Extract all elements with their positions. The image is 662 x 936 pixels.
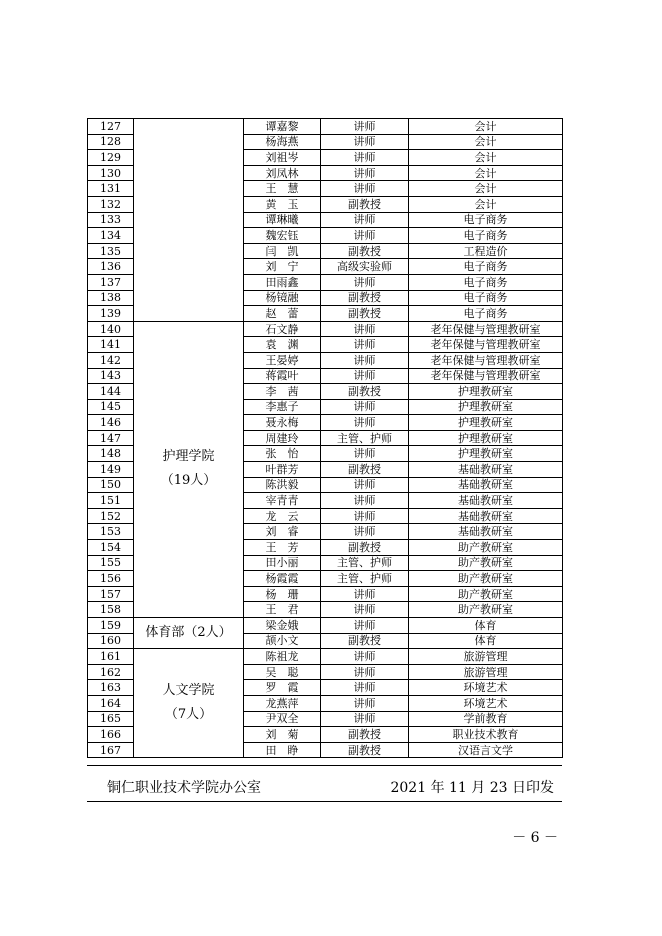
staff-field: 电子商务 <box>409 228 563 244</box>
row-number: 155 <box>88 555 134 571</box>
row-number: 150 <box>88 477 134 493</box>
staff-name: 杨镜融 <box>244 290 321 306</box>
staff-title: 讲师 <box>321 119 409 135</box>
staff-name: 杨海燕 <box>244 134 321 150</box>
row-number: 164 <box>88 695 134 711</box>
staff-title: 讲师 <box>321 446 409 462</box>
staff-title: 讲师 <box>321 524 409 540</box>
row-number: 157 <box>88 586 134 602</box>
staff-name: 陈祖龙 <box>244 649 321 665</box>
row-number: 146 <box>88 415 134 431</box>
staff-field: 护理教研室 <box>409 446 563 462</box>
row-number: 129 <box>88 150 134 166</box>
staff-field: 环境艺术 <box>409 695 563 711</box>
row-number: 140 <box>88 321 134 337</box>
staff-name: 李 茜 <box>244 384 321 400</box>
staff-name: 石文静 <box>244 321 321 337</box>
staff-table <box>87 118 563 758</box>
row-number: 166 <box>88 727 134 743</box>
staff-name: 杨 珊 <box>244 586 321 602</box>
staff-field: 会计 <box>409 181 563 197</box>
staff-field: 电子商务 <box>409 259 563 275</box>
row-number: 148 <box>88 446 134 462</box>
row-number: 163 <box>88 680 134 696</box>
staff-field: 助产教研室 <box>409 602 563 618</box>
staff-name: 颉小文 <box>244 633 321 649</box>
footer-office: 铜仁职业技术学院办公室 <box>107 780 261 796</box>
staff-title: 副教授 <box>321 540 409 556</box>
staff-title: 主管、护师 <box>321 430 409 446</box>
row-number: 138 <box>88 290 134 306</box>
staff-field: 基础教研室 <box>409 462 563 478</box>
staff-field: 旅游管理 <box>409 664 563 680</box>
staff-title: 讲师 <box>321 337 409 353</box>
table-row <box>88 649 563 665</box>
department-label: 体育部（2人） <box>145 625 232 641</box>
staff-name: 谭嘉黎 <box>244 119 321 135</box>
staff-table-body <box>88 119 563 758</box>
footer-rule-top <box>87 765 562 766</box>
staff-title: 讲师 <box>321 150 409 166</box>
staff-title: 副教授 <box>321 196 409 212</box>
row-number: 132 <box>88 196 134 212</box>
row-number: 159 <box>88 618 134 634</box>
staff-name: 杨霞霞 <box>244 571 321 587</box>
staff-field: 电子商务 <box>409 212 563 228</box>
staff-title: 讲师 <box>321 415 409 431</box>
row-number: 131 <box>88 181 134 197</box>
staff-field: 环境艺术 <box>409 680 563 696</box>
staff-field: 汉语言文学 <box>409 742 563 758</box>
footer-rule-bottom <box>87 801 562 802</box>
staff-title: 副教授 <box>321 290 409 306</box>
staff-title: 讲师 <box>321 399 409 415</box>
staff-title: 副教授 <box>321 727 409 743</box>
row-number: 135 <box>88 243 134 259</box>
staff-name: 蒋霞叶 <box>244 368 321 384</box>
staff-name: 刘凤林 <box>244 165 321 181</box>
staff-field: 电子商务 <box>409 274 563 290</box>
staff-field: 护理教研室 <box>409 399 563 415</box>
table-row <box>88 119 563 135</box>
row-number: 137 <box>88 274 134 290</box>
row-number: 136 <box>88 259 134 275</box>
staff-field: 电子商务 <box>409 290 563 306</box>
table-row <box>88 618 563 634</box>
staff-field: 会计 <box>409 134 563 150</box>
staff-name: 龙燕萍 <box>244 695 321 711</box>
row-number: 167 <box>88 742 134 758</box>
staff-name: 魏宏钰 <box>244 228 321 244</box>
row-number: 156 <box>88 571 134 587</box>
staff-title: 讲师 <box>321 477 409 493</box>
row-number: 158 <box>88 602 134 618</box>
staff-name: 龙 云 <box>244 508 321 524</box>
row-number: 133 <box>88 212 134 228</box>
department-cell <box>134 119 244 322</box>
staff-name: 罗 霞 <box>244 680 321 696</box>
staff-name: 刘 菊 <box>244 727 321 743</box>
staff-field: 助产教研室 <box>409 555 563 571</box>
staff-name: 田小丽 <box>244 555 321 571</box>
staff-name: 张 怡 <box>244 446 321 462</box>
staff-name: 王 慧 <box>244 181 321 197</box>
staff-name: 吴 聪 <box>244 664 321 680</box>
staff-name: 叶群芳 <box>244 462 321 478</box>
staff-name: 刘祖岑 <box>244 150 321 166</box>
row-number: 141 <box>88 337 134 353</box>
staff-field: 会计 <box>409 196 563 212</box>
staff-field: 工程造价 <box>409 243 563 259</box>
staff-field: 护理教研室 <box>409 415 563 431</box>
staff-name: 聂永梅 <box>244 415 321 431</box>
staff-title: 讲师 <box>321 368 409 384</box>
row-number: 127 <box>88 119 134 135</box>
staff-field: 职业技术教育 <box>409 727 563 743</box>
staff-field: 护理教研室 <box>409 384 563 400</box>
staff-field: 旅游管理 <box>409 649 563 665</box>
staff-title: 讲师 <box>321 586 409 602</box>
row-number: 145 <box>88 399 134 415</box>
staff-title: 副教授 <box>321 306 409 322</box>
staff-field: 助产教研室 <box>409 571 563 587</box>
staff-name: 黄 玉 <box>244 196 321 212</box>
row-number: 143 <box>88 368 134 384</box>
footer-date: 2021 年 11 月 23 日印发 <box>390 780 554 796</box>
staff-title: 讲师 <box>321 602 409 618</box>
staff-name: 闫 凯 <box>244 243 321 259</box>
row-number: 149 <box>88 462 134 478</box>
staff-name: 王 芳 <box>244 540 321 556</box>
row-number: 144 <box>88 384 134 400</box>
staff-title: 讲师 <box>321 508 409 524</box>
staff-field: 体育 <box>409 618 563 634</box>
staff-field: 老年保健与管理教研室 <box>409 321 563 337</box>
department-name: 人文学院 <box>162 683 215 699</box>
department-count: （19人） <box>160 473 217 489</box>
staff-name: 赵 蕾 <box>244 306 321 322</box>
staff-field: 基础教研室 <box>409 508 563 524</box>
staff-title: 讲师 <box>321 134 409 150</box>
department-cell <box>134 618 244 649</box>
staff-field: 基础教研室 <box>409 477 563 493</box>
row-number: 165 <box>88 711 134 727</box>
staff-title: 副教授 <box>321 384 409 400</box>
staff-title: 副教授 <box>321 742 409 758</box>
staff-field: 助产教研室 <box>409 586 563 602</box>
staff-name: 尹双全 <box>244 711 321 727</box>
staff-name: 田 睁 <box>244 742 321 758</box>
department-name: 护理学院 <box>162 449 215 465</box>
staff-field: 老年保健与管理教研室 <box>409 337 563 353</box>
staff-title: 副教授 <box>321 633 409 649</box>
staff-title: 讲师 <box>321 618 409 634</box>
staff-name: 王晏婷 <box>244 352 321 368</box>
row-number: 139 <box>88 306 134 322</box>
staff-name: 谭琳曦 <box>244 212 321 228</box>
staff-title: 讲师 <box>321 695 409 711</box>
staff-name: 宰青青 <box>244 493 321 509</box>
department-count: （7人） <box>164 707 213 723</box>
staff-field: 助产教研室 <box>409 540 563 556</box>
staff-field: 电子商务 <box>409 306 563 322</box>
staff-field: 老年保健与管理教研室 <box>409 368 563 384</box>
staff-title: 讲师 <box>321 664 409 680</box>
row-number: 128 <box>88 134 134 150</box>
row-number: 154 <box>88 540 134 556</box>
staff-title: 高级实验师 <box>321 259 409 275</box>
row-number: 151 <box>88 493 134 509</box>
staff-title: 讲师 <box>321 212 409 228</box>
staff-title: 讲师 <box>321 228 409 244</box>
staff-field: 老年保健与管理教研室 <box>409 352 563 368</box>
staff-field: 护理教研室 <box>409 430 563 446</box>
row-number: 147 <box>88 430 134 446</box>
department-cell <box>134 321 244 617</box>
table-row <box>88 321 563 337</box>
staff-title: 讲师 <box>321 711 409 727</box>
row-number: 130 <box>88 165 134 181</box>
staff-field: 会计 <box>409 119 563 135</box>
staff-title: 副教授 <box>321 243 409 259</box>
staff-name: 周建玲 <box>244 430 321 446</box>
staff-title: 讲师 <box>321 165 409 181</box>
staff-title: 主管、护师 <box>321 571 409 587</box>
staff-title: 讲师 <box>321 352 409 368</box>
staff-field: 学前教育 <box>409 711 563 727</box>
staff-name: 田雨鑫 <box>244 274 321 290</box>
row-number: 160 <box>88 633 134 649</box>
staff-name: 梁金娥 <box>244 618 321 634</box>
page-number: － 6 － <box>512 830 558 846</box>
staff-field: 会计 <box>409 165 563 181</box>
staff-title: 副教授 <box>321 462 409 478</box>
staff-title: 讲师 <box>321 493 409 509</box>
row-number: 162 <box>88 664 134 680</box>
staff-field: 会计 <box>409 150 563 166</box>
row-number: 152 <box>88 508 134 524</box>
staff-name: 陈洪毅 <box>244 477 321 493</box>
staff-title: 讲师 <box>321 321 409 337</box>
staff-title: 讲师 <box>321 274 409 290</box>
staff-name: 袁 渊 <box>244 337 321 353</box>
row-number: 153 <box>88 524 134 540</box>
staff-name: 刘 睿 <box>244 524 321 540</box>
staff-name: 刘 宁 <box>244 259 321 275</box>
staff-field: 基础教研室 <box>409 524 563 540</box>
staff-title: 讲师 <box>321 680 409 696</box>
row-number: 134 <box>88 228 134 244</box>
row-number: 161 <box>88 649 134 665</box>
staff-title: 讲师 <box>321 181 409 197</box>
staff-title: 讲师 <box>321 649 409 665</box>
staff-name: 李惠子 <box>244 399 321 415</box>
staff-title: 主管、护师 <box>321 555 409 571</box>
staff-field: 体育 <box>409 633 563 649</box>
department-cell <box>134 649 244 758</box>
row-number: 142 <box>88 352 134 368</box>
staff-name: 王 君 <box>244 602 321 618</box>
staff-field: 基础教研室 <box>409 493 563 509</box>
